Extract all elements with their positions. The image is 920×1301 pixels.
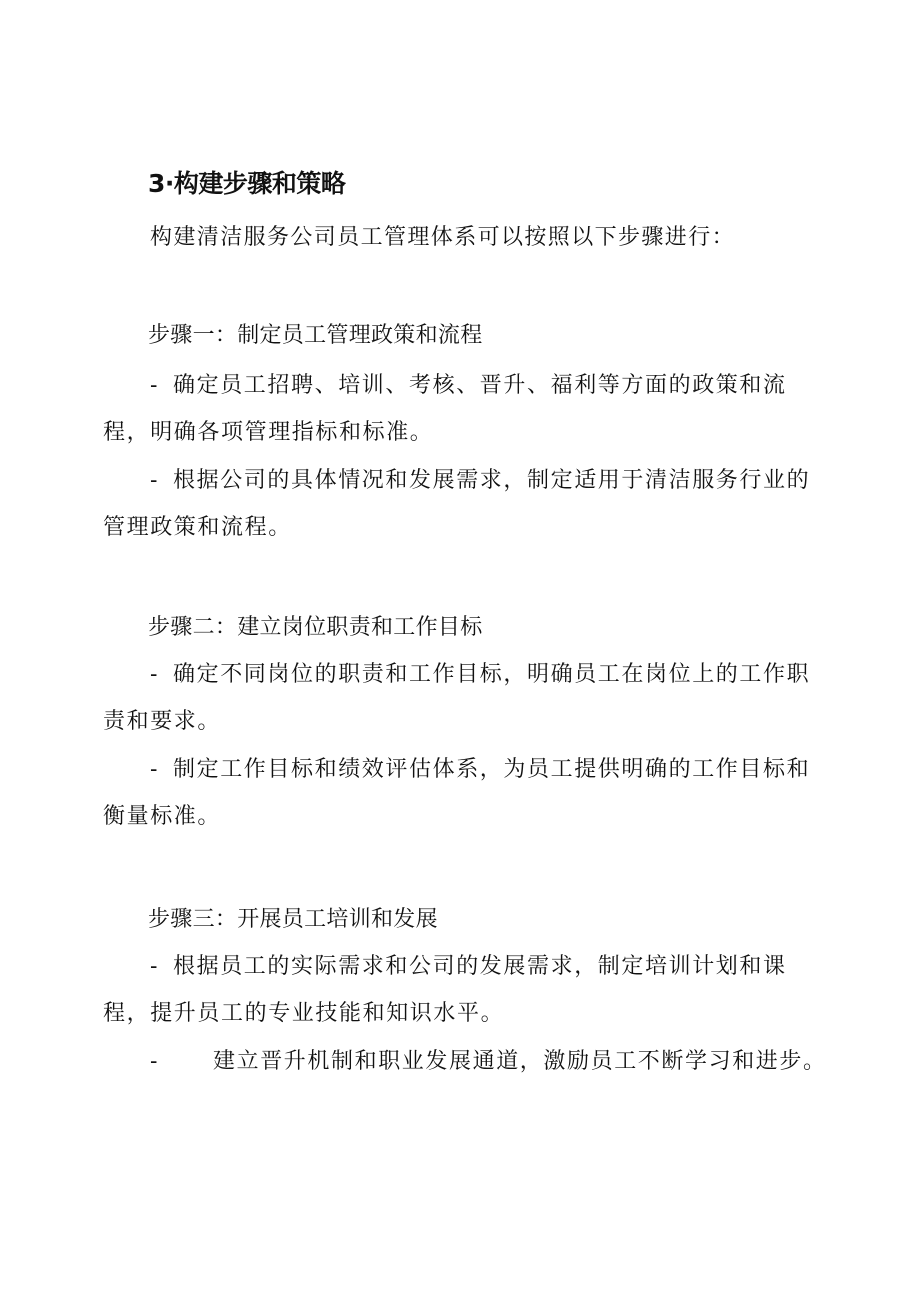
step-heading: 步骤三：开展员工培训和发展 <box>148 907 438 932</box>
section-title: 3·构建步骤和策略 <box>148 169 346 198</box>
bullet-dash: - <box>150 373 160 398</box>
bullet-line: 责和要求。 <box>103 709 222 734</box>
bullet-dash: - <box>150 662 160 687</box>
bullet-line: 建立晋升机制和职业发展通道，激励员工不断学习和进步。 <box>213 1049 827 1074</box>
bullet-dash: - <box>150 1049 160 1074</box>
step-heading: 步骤一：制定员工管理政策和流程 <box>148 323 483 348</box>
bullet-line: 确定员工招聘、培训、考核、晋升、福利等方面的政策和流 <box>173 373 787 398</box>
bullet-line: 程，提升员工的专业技能和知识水平。 <box>103 1001 505 1026</box>
bullet-dash: - <box>150 468 160 493</box>
bullet-line: 根据公司的具体情况和发展需求，制定适用于清洁服务行业的 <box>173 468 811 493</box>
bullet-line: 管理政策和流程。 <box>103 515 292 540</box>
bullet-line: 衡量标准。 <box>103 804 222 829</box>
bullet-dash: - <box>150 757 160 782</box>
bullet-line: 程，明确各项管理指标和标准。 <box>103 420 434 445</box>
bullet-line: 确定不同岗位的职责和工作目标，明确员工在岗位上的工作职 <box>173 662 811 687</box>
bullet-dash: - <box>150 954 160 979</box>
bullet-line: 制定工作目标和绩效评估体系，为员工提供明确的工作目标和 <box>173 757 811 782</box>
bullet-line: 根据员工的实际需求和公司的发展需求，制定培训计划和课 <box>173 954 787 979</box>
intro-paragraph: 构建清洁服务公司员工管理体系可以按照以下步骤进行： <box>150 225 736 250</box>
step-heading: 步骤二：建立岗位职责和工作目标 <box>148 615 483 640</box>
